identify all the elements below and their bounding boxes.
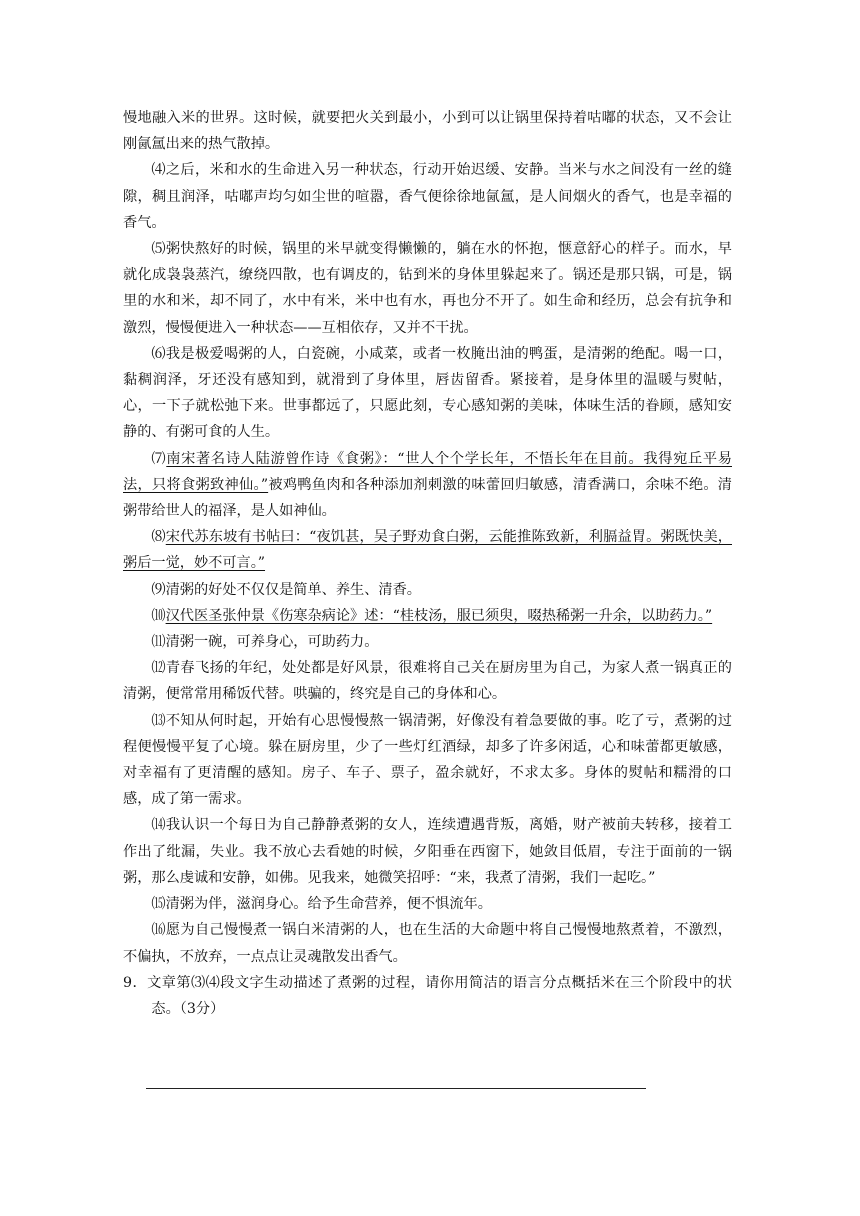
paragraph-text: ⑾清粥一碗，可养身心，可助药力。 (151, 634, 379, 651)
paragraph-p14 (123, 812, 732, 891)
paragraph-text: ⑷之后，米和水的生命进入另一种状态，行动开始迟缓、安静。当米与水之间没有一丝的缝隙，稠且润泽，咕嘟声均匀如尘世的喧嚣，香气便徐徐地氤氲，是人间烟火的香气，也是幸福的香气。 (123, 162, 732, 231)
underlined-quote: 宋代苏东坡有书帖曰：“夜饥甚，吴子野劝食白粥，云能推陈致新，利膈益胃。粥既快美，粥后一觉，妙不可言。” (123, 529, 732, 572)
paragraph-p7 (123, 446, 732, 525)
underlined-quote: 汉代医圣张仲景《伤寒杂病论》述：“桂枝汤，服已须臾，啜热稀粥一升余，以助药力。” (165, 607, 713, 624)
paragraph-p6 (123, 341, 732, 446)
paragraph-p16 (123, 917, 732, 969)
paragraph-text: ⒃愿为自己慢慢煮一锅白米清粥的人，也在生活的大命题中将自己慢慢地熬煮着，不激烈，不偏执，不放弃，一点点让灵魂散发出香气。 (123, 922, 732, 965)
paragraph-p0 (123, 105, 732, 157)
underlined-quote: 南宋著名诗人陆游曾作诗《食粥》：“世人个个学长年，不悟长年在目前。我得宛丘平易法，只将食粥致神仙。” (123, 450, 732, 493)
paragraph-p12 (123, 655, 732, 707)
paragraph-text: ⑿青春飞扬的年纪，处处都是好风景，很难将自己关在厨房里为自己，为家人煮一锅真正的清粥，便常常用稀饭代替。哄骗的，终究是自己的身体和心。 (123, 660, 732, 703)
answer-line[interactable] (146, 1088, 646, 1089)
paragraph-text: ⑹我是极爱喝粥的人，白瓷碗，小咸菜，或者一枚腌出油的鸭蛋，是清粥的绝配。喝一口，黏稠润泽，牙还没有感知到，就滑到了身体里，唇齿留香。紧接着，是身体里的温暖与熨帖，心，一下子就松弛下来。世事都远了，只愿此刻，专心感知粥的美味，体味生活的眷顾，感知安静的、有粥可食的人生。 (123, 345, 732, 441)
paragraph-text: ⒁我认识一个每日为自己静静煮粥的女人，连续遭遇背叛，离婚，财产被前夫转移，接着工作出了纰漏，失业。我不放心去看她的时候，夕阳垂在西窗下，她敛目低眉，专注于面前的一锅粥，那么虔诚和安静，如佛。见我来，她微笑招呼：“来，我煮了清粥，我们一起吃。” (123, 817, 732, 886)
paragraph-text: ⑻ (151, 529, 166, 546)
article-body (123, 105, 732, 970)
paragraph-text: ⑸粥快熬好的时候，锅里的米早就变得懒懒的，躺在水的怀抱，惬意舒心的样子。而水，早就化成袅袅蒸汽，缭绕四散，也有调皮的，钻到米的身体里躲起来了。锅还是那只锅，可是，锅里的水和米，却不同了，水中有米，米中也有水，再也分不开了。如生命和经历，总会有抗争和激烈，慢慢便进入一种状态——互相依存，又并不干扰。 (123, 241, 732, 336)
paragraph-text: 被鸡鸭鱼肉和各种添加剂刺激的味蕾回归敏感，清香满口，余味不绝。清粥带给世人的福泽，是人如神仙。 (123, 476, 732, 520)
paragraph-p11 (123, 629, 732, 655)
paragraph-text: 慢地融入米的世界。这时候，就要把火关到最小，小到可以让锅里保持着咕嘟的状态，又不会让刚氤氲出来的热气散掉。 (123, 110, 732, 153)
paragraph-text: ⒂清粥为伴，滋润身心。给予生命营养，便不惧流年。 (151, 896, 492, 913)
paragraph-text: ⒀不知从何时起，开始有心思慢慢熬一锅清粥，好像没有着急要做的事。吃了亏，煮粥的过程便慢慢平复了心境。躲在厨房里，少了一些灯红酒绿，却多了许多闲适，心和味蕾都更敏感，对幸福有了更清醒的感知。房子、车子、票子，盈余就好，不求太多。身体的熨帖和糯滑的口感，成了第一需求。 (123, 712, 732, 808)
paragraph-p10 (123, 603, 732, 629)
paragraph-p15 (123, 891, 732, 917)
paragraph-text: ⑺ (151, 450, 167, 467)
paragraph-text: ⑼清粥的好处不仅仅是简单、养生、清香。 (151, 581, 421, 598)
paragraph-p8 (123, 524, 732, 576)
paragraph-p9 (123, 577, 732, 603)
paragraph-p4 (123, 157, 732, 236)
paragraph-p13 (123, 708, 732, 813)
paragraph-text: ⑽ (151, 607, 166, 624)
question-9: 9．文章第⑶⑷段文字生动描述了煮粥的过程，请你用简洁的语言分点概括米在三个阶段中的状态。（3分） (123, 974, 732, 1017)
paragraph-p5 (123, 236, 732, 341)
